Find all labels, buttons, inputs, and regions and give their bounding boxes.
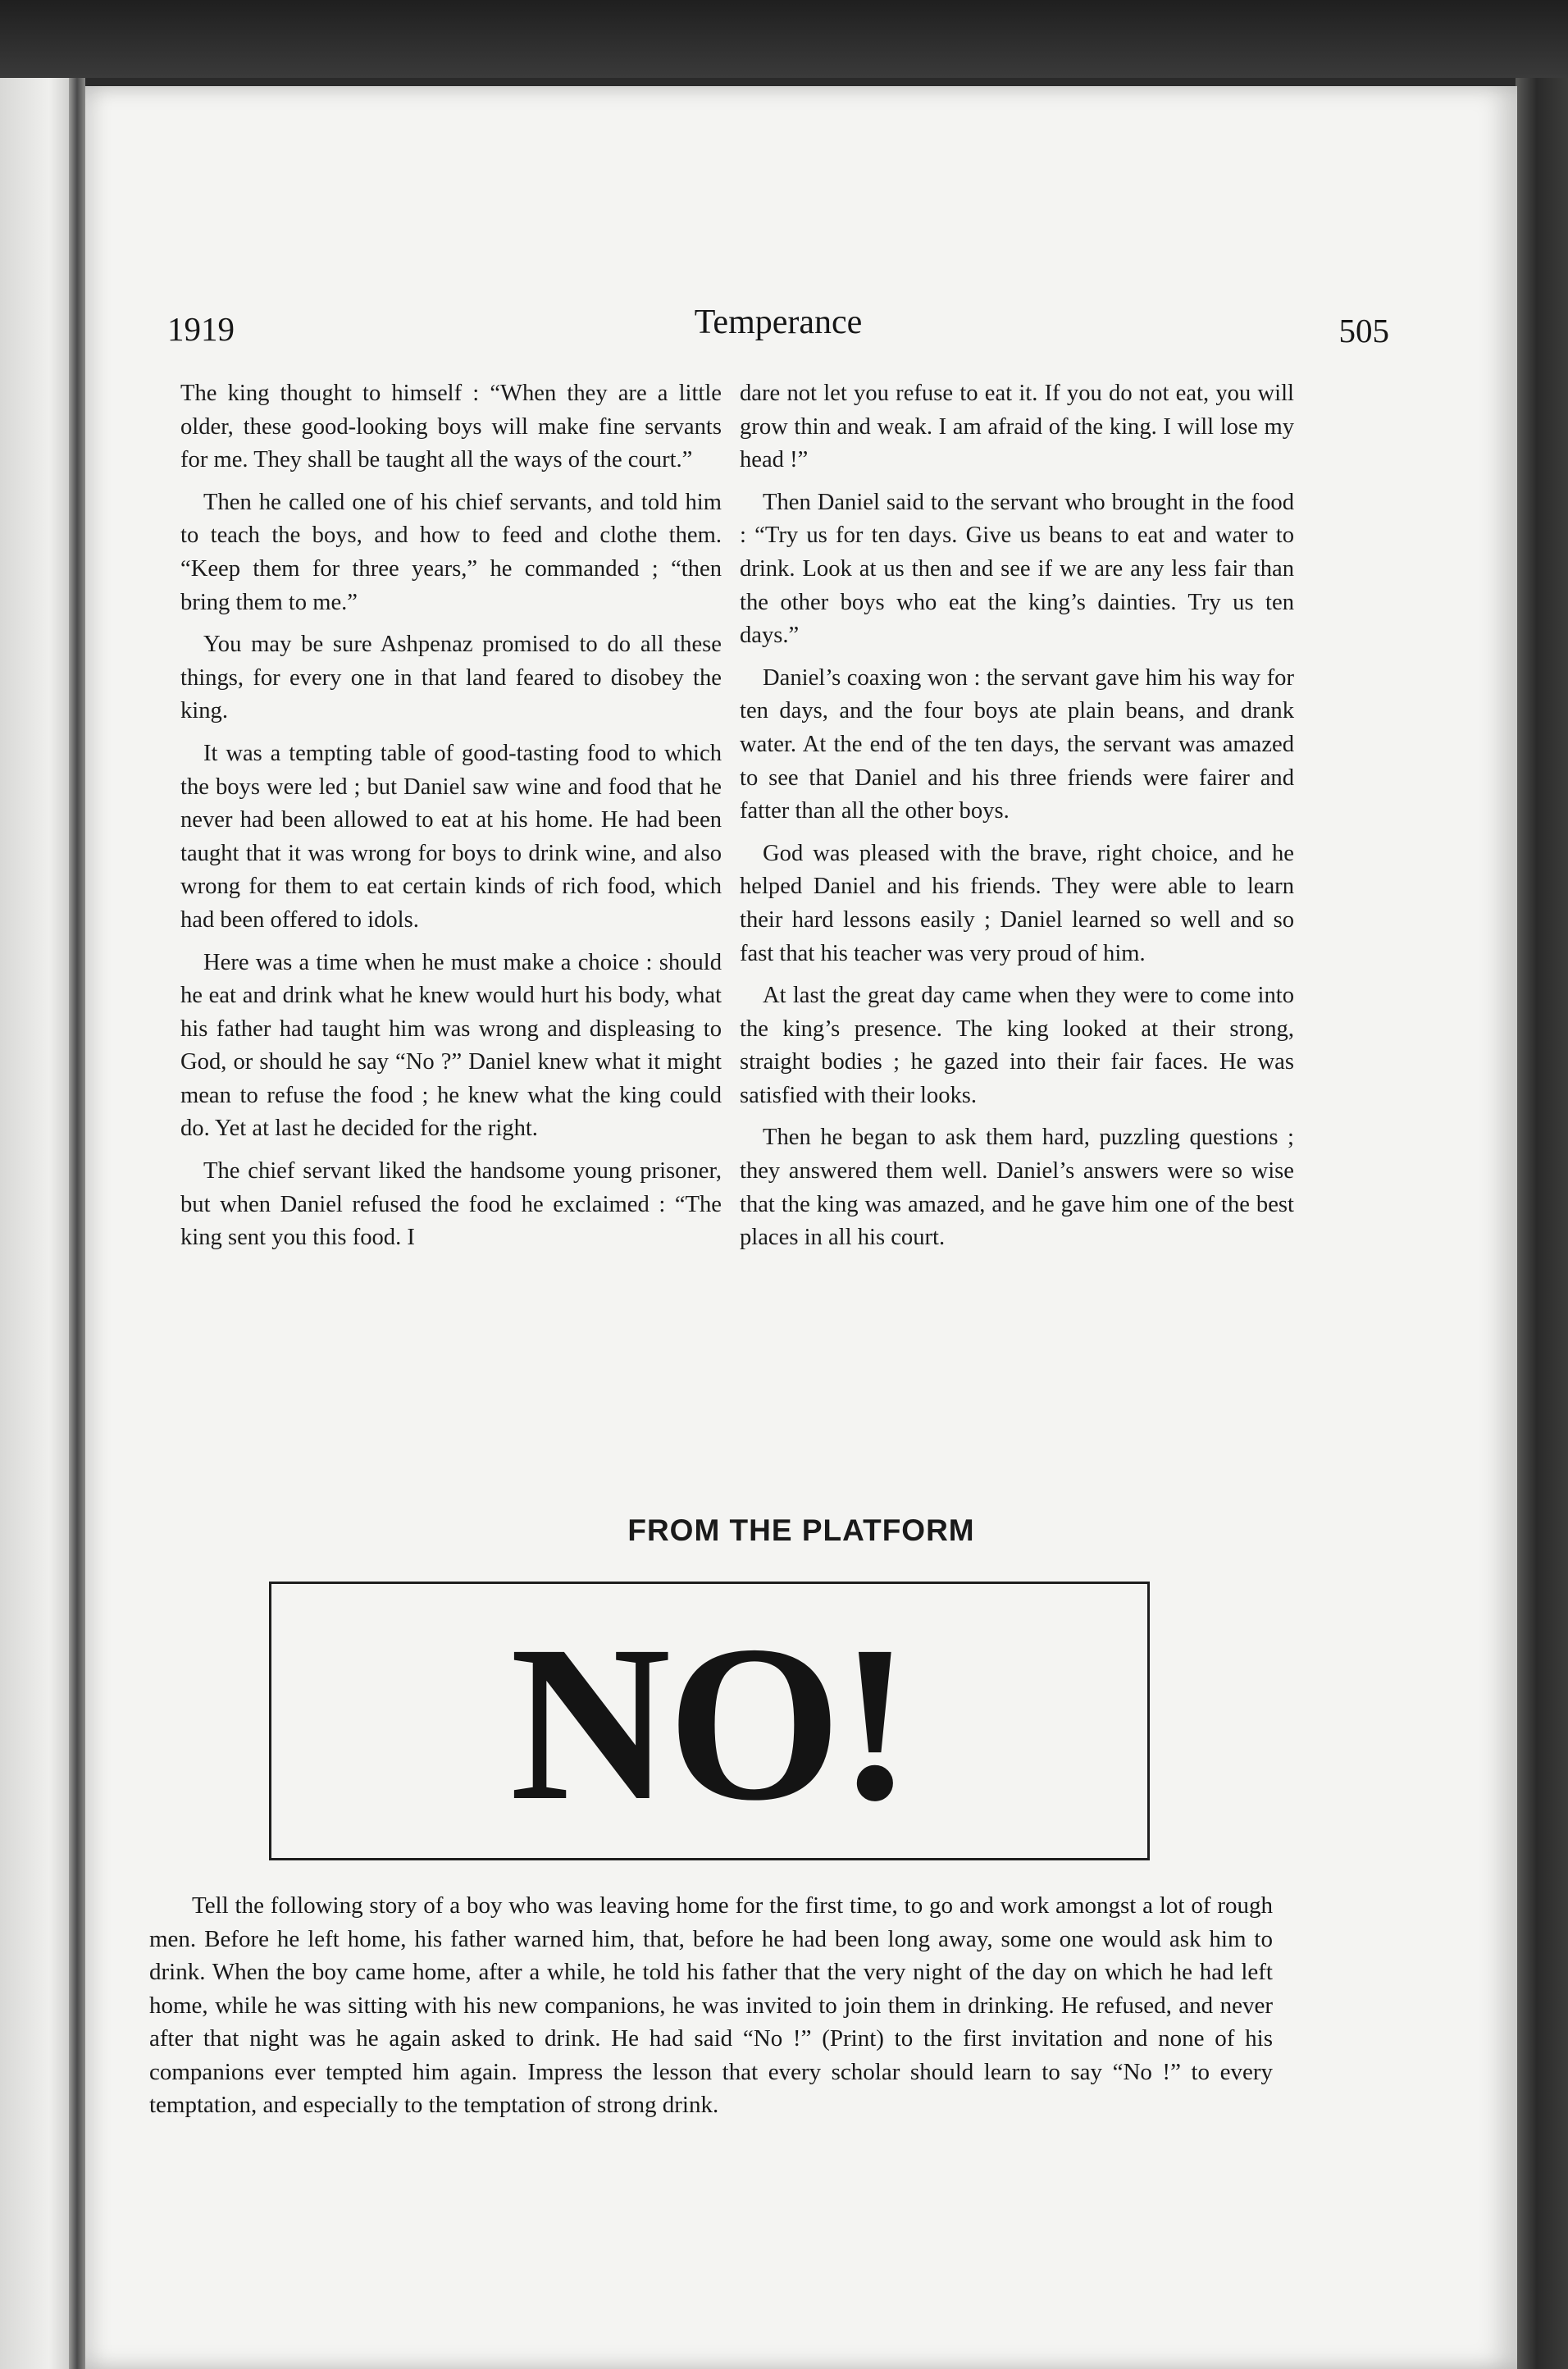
header-title: Temperance <box>694 304 863 341</box>
paragraph: Daniel’s coaxing won : the servant gave him his way for ten days, and the four boys ate plain beans, and drank water. At the end of the ten days, the servant was amazed to see that Daniel and his three friends were fairer and fatter than all the other boys. <box>740 664 1294 824</box>
paragraph: Then Daniel said to the servant who brought in the food : “Try us for ten days. Give us beans to eat and water to drink. Look at us then and see if we are any less fair than the other boys who eat the king’s dainties. Try us ten days.” <box>740 489 1294 649</box>
paragraph: dare not let you refuse to eat it. If you do not eat, you will grow thin and weak. I am afraid of the king. I will lose my head !” <box>740 381 1294 473</box>
paragraph: You may be sure Ashpenaz promised to do all these things, for every one in that land feared to disobey the king. <box>180 632 722 724</box>
page-number: 505 <box>1338 312 1389 349</box>
right-column <box>740 377 1294 1264</box>
paragraph: Here was a time when he must make a choice : should he eat and drink what he knew would hurt his body, what his father had taught him was wrong and displeasing to God, or should he say “No ?” Daniel knew what it might mean to refuse the food ; he knew what the king could do. Yet at last he decided for the right. <box>180 949 722 1142</box>
left-column <box>180 377 722 1264</box>
paragraph: Then he called one of his chief servants, and told him to teach the boys, and how to feed and clothe them. “Keep them for three years,” he commanded ; “then bring them to me.” <box>180 489 722 615</box>
paragraph: God was pleased with the brave, right choice, and he helped Daniel and his friends. They were able to learn their hard lessons easily ; Daniel learned so well and so fast that his teacher was very proud of him. <box>740 840 1294 966</box>
running-header <box>167 301 1389 358</box>
book-page <box>85 86 1517 2369</box>
platform-box-text: NO! <box>509 1600 909 1846</box>
header-year: 1919 <box>167 310 235 348</box>
paragraph: At last the great day came when they were to come into the king’s presence. The king looked at their strong, straight bodies ; he gazed into their fair faces. He was satisfied with their looks. <box>740 983 1294 1108</box>
paragraph: Then he began to ask them hard, puzzling questions ; they answered them well. Daniel’s answers were so wise that the king was amazed, and he gave him one of the best places in all his court. <box>740 1125 1294 1251</box>
platform-box <box>269 1582 1150 1860</box>
section-heading: FROM THE PLATFORM <box>627 1513 975 1547</box>
scan-background-top <box>0 0 1568 78</box>
paragraph: The chief servant liked the handsome young prisoner, but when Daniel refused the food he exclaimed : “The king sent you this food. I <box>180 1158 722 1251</box>
paragraph: It was a tempting table of good-tasting food to which the boys were led ; but Daniel saw wine and food that he never had been allowed to eat at his home. He had been taught that it was wrong for boys to drink wine, and also wrong for them to eat certain kinds of rich food, which had been offered to idols. <box>180 740 722 933</box>
platform-story: Tell the following story of a boy who was leaving home for the first time, to go and work amongst a lot of rough men. Before he left home, his father warned him, that, before he had been long away, some one would ask him to drink. When the boy came home, after a while, he told his father that the very night of the day on which he had left home, while he was sitting with his new companions, he was invited to join them in drinking. He refused, and never after that night was he again asked to drink. He had said “No !” (Print) to the first invitation and none of his companions ever tempted him again. Impress the lesson that every scholar should learn to say “No !” to every temptation, and especially to the temptation of strong drink. <box>149 1892 1273 2118</box>
book-edge-right <box>1516 78 1568 2369</box>
book-gutter <box>69 78 85 2369</box>
paragraph: The king thought to himself : “When they are a little older, these good-looking boys will make fine servants for me. They shall be taught all the ways of the court.” <box>180 381 722 473</box>
